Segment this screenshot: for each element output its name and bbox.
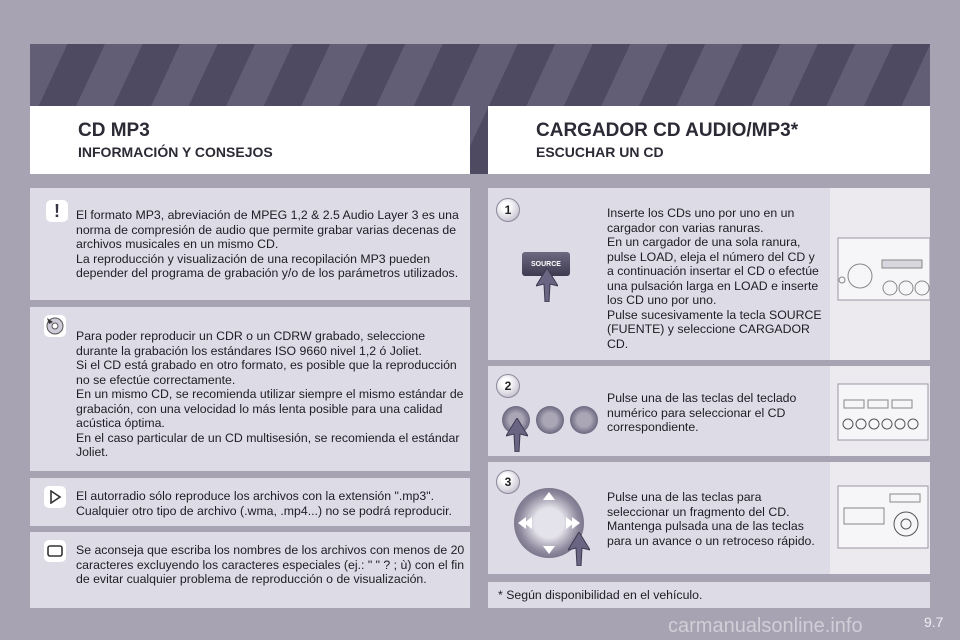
info-text-extension: El autorradio sólo reproduce los archivos con la extensión ".mp3". Cualquier otro tipo de archivo (.wma, .mp4...) no se podrá reproducir. (76, 489, 452, 518)
play-icon (44, 486, 66, 508)
info-panel-extension (30, 478, 470, 526)
pointer-arrow-icon (536, 268, 558, 302)
right-header (488, 106, 930, 174)
radio-keypad-image (830, 366, 930, 456)
watermark: carmanualsonline.info (668, 615, 863, 637)
numeric-key-3[interactable] (570, 406, 598, 434)
footnote: * Según disponibilidad en el vehículo. (498, 588, 703, 602)
numeric-key-2[interactable] (536, 406, 564, 434)
info-text-recording: Para poder reproducir un CDR o un CDRW grabado, seleccione durante la grabación los estándares ISO 9660 nivel 1,2 ó Joliet. Si el CD está grabado en otro formato, es posible que la reproducción no se efectúe correctamente. En un mismo CD, se recomienda utilizar siempre el mismo estándar de grabación, con una velocidad lo más lenta posible para una calidad acústica óptima. En el caso particular de un CD multisesión, se recomienda el estándar Joliet. (76, 329, 464, 459)
info-text-format: El formato MP3, abreviación de MPEG 1,2 & 2.5 Audio Layer 3 es una norma de compresión de audio que permite grabar varias decenas de archivos musicales en un mismo CD. La reproducción y visualización de una recopilación MP3 pueden depender del programa de grabación y/o de los parámetros utilizados. (76, 208, 459, 280)
right-subtitle: ESCUCHAR UN CD (536, 144, 664, 160)
footnote-panel (488, 582, 930, 608)
step-panel-2 (488, 366, 930, 456)
info-panel-recording (30, 307, 470, 471)
source-button[interactable]: SOURCE (522, 252, 570, 276)
left-subtitle: INFORMACIÓN Y CONSEJOS (78, 144, 273, 160)
left-title: CD MP3 (78, 120, 150, 141)
radio-navigation-image (830, 462, 930, 574)
step-panel-3 (488, 462, 930, 574)
cd-icon (44, 315, 66, 337)
pointer-arrow-icon (568, 532, 590, 566)
step-panel-1 (488, 188, 930, 360)
warning-icon: ! (46, 200, 68, 222)
pointer-arrow-icon (506, 418, 528, 452)
step-text-1: Inserte los CDs uno por uno en un cargador con varias ranuras. En un cargador de una sola ranura, pulse LOAD, eleja el número del CD y a continuación insertar el CD o efectúe una pulsación larga en LOAD e inserte los CD uno por uno. Pulse sucesivamente la tecla SOURCE (FUENTE) y seleccione CARGADOR CD. (607, 206, 822, 351)
page-number: 9.7 (924, 614, 944, 630)
step-number-3: 3 (496, 470, 520, 494)
info-box-icon (44, 540, 66, 562)
info-text-filenames: Se aconseja que escriba los nombres de los archivos con menos de 20 caracteres excluyendo los caracteres especiales (ej.: " " ? ; ù) con el fin de evitar cualquier problema de reproducción o de visualización. (76, 543, 465, 586)
step-text-2: Pulse una de las teclas del teclado numérico para seleccionar el CD correspondiente. (607, 391, 797, 434)
step-number-2: 2 (496, 374, 520, 398)
info-panel-format (30, 188, 470, 300)
left-header (30, 106, 470, 174)
step-number-1: 1 (496, 198, 520, 222)
info-panel-filenames (30, 532, 470, 608)
radio-unit-image (830, 188, 930, 360)
step-text-3: Pulse una de las teclas para seleccionar un fragmento del CD. Mantenga pulsada una de las teclas para un avance o un retroceso rápido. (607, 490, 815, 548)
right-title: CARGADOR CD AUDIO/MP3* (536, 120, 799, 141)
